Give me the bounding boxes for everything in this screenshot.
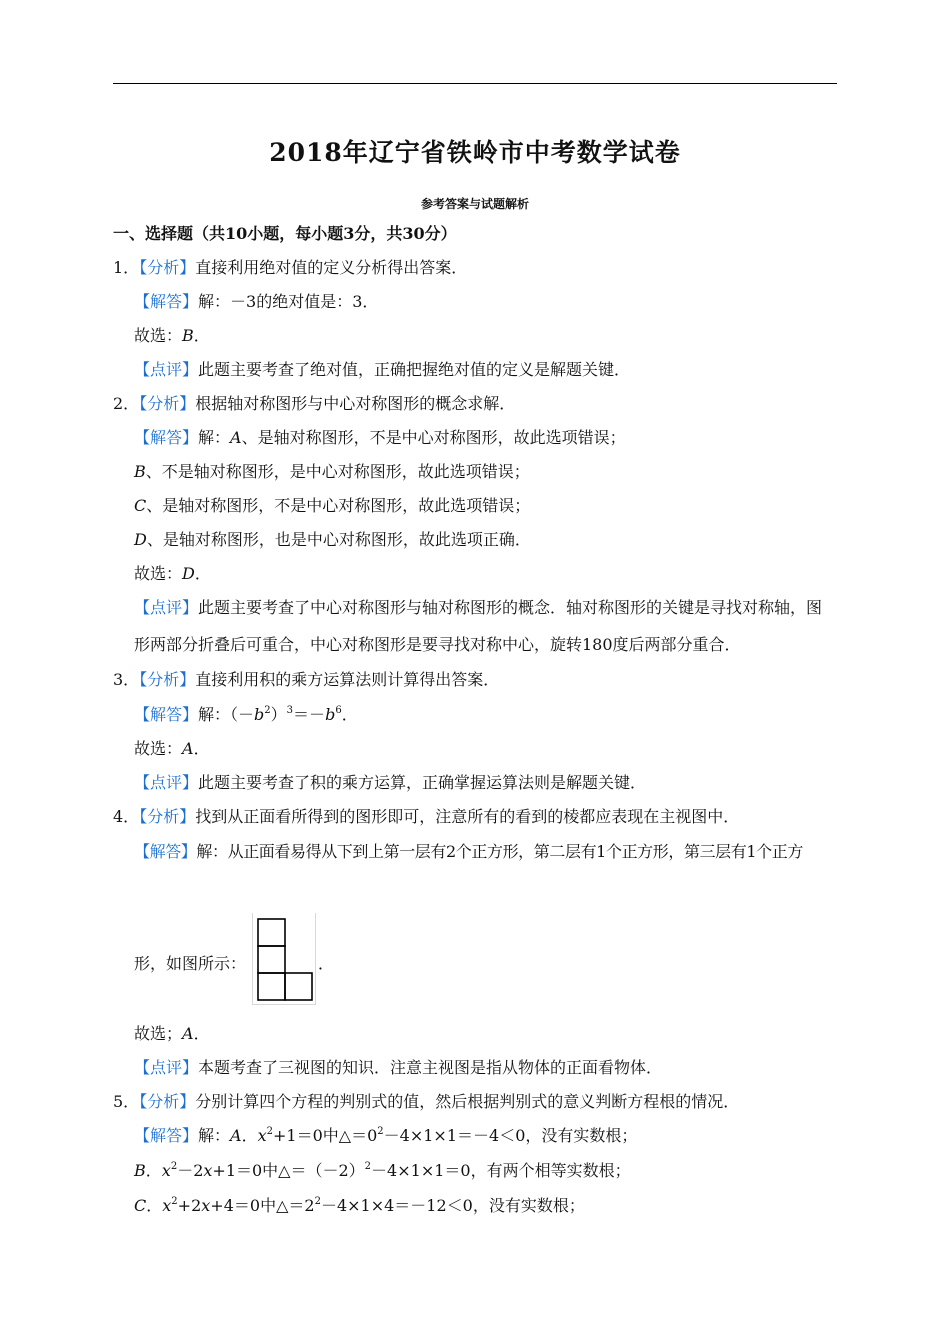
q2-choice-suffix: ． xyxy=(194,564,211,583)
q3-var-b: b xyxy=(254,705,265,724)
comment-tag: 【点评】 xyxy=(134,1058,199,1077)
q5-c-exp: 2 xyxy=(171,1196,178,1207)
q5-b-line xyxy=(134,1161,631,1181)
q1-analysis-line xyxy=(113,258,467,278)
q1-choice: B xyxy=(182,326,194,345)
q2-opt-c: 、是轴对称图形，不是中心对称图形，故此选项错误； xyxy=(146,496,531,515)
q3-comment-line xyxy=(134,773,646,793)
q5-answer-prefix: 解： xyxy=(198,1126,231,1145)
q3-choice-prefix: 故选： xyxy=(134,739,183,758)
q1-answer-line xyxy=(134,292,378,312)
q5-answer-line xyxy=(134,1126,637,1146)
q5-a-exp2: 2 xyxy=(377,1126,384,1137)
q5-b-exp: 2 xyxy=(170,1161,178,1172)
q5-b-text1: －2 xyxy=(177,1161,204,1180)
q2-comment-1: 此题主要考查了中心对称图形与轴对称图形的概念．轴对称图形的关键是寻找对称轴，图 xyxy=(198,598,823,617)
comment-tag: 【点评】 xyxy=(134,773,199,792)
comment-tag: 【点评】 xyxy=(134,598,199,617)
q3-choice: A xyxy=(182,739,194,758)
q3-comment: 此题主要考查了积的乘方运算，正确掌握运算法则是解题关键． xyxy=(198,773,647,792)
q5-c-text2: +4＝0中△＝2 xyxy=(210,1196,315,1215)
q2-opt-d: 、是轴对称图形，也是中心对称图形，故此选项正确． xyxy=(146,530,531,549)
figure-square-top xyxy=(258,919,285,946)
q2-analysis: 根据轴对称图形与中心对称图形的概念求解． xyxy=(195,394,516,413)
q1-choice-prefix: 故选： xyxy=(134,326,183,345)
q5-c-line xyxy=(134,1196,585,1216)
q2-opt-c-line xyxy=(134,496,530,516)
q3-analysis-line xyxy=(113,670,499,690)
analysis-tag: 【分析】 xyxy=(139,807,196,826)
q3-var-b2: b xyxy=(325,705,336,724)
q2-opt-b-letter: B xyxy=(134,462,146,481)
q4-analysis-line xyxy=(113,807,739,827)
q1-answer: 解：－3的绝对值是：3． xyxy=(198,292,379,311)
q5-a-x: x xyxy=(257,1126,267,1145)
q5-c-x2: x xyxy=(201,1196,211,1215)
q1-number: 1． xyxy=(113,258,140,277)
q5-b-dot: ． xyxy=(145,1161,162,1180)
q5-b-letter: B xyxy=(134,1161,146,1180)
q5-c-text1: +2 xyxy=(177,1196,202,1215)
q5-number: 5． xyxy=(113,1092,140,1111)
q2-opt-a-letter: A xyxy=(230,428,242,447)
q5-b-text3: －4×1×1＝0，有两个相等实数根； xyxy=(371,1161,631,1180)
q5-b-text2: +1＝0中△＝（－2） xyxy=(212,1161,365,1180)
q4-analysis: 找到从正面看所得到的图形即可，注意所有的看到的棱都应表现在主视图中． xyxy=(195,807,740,826)
figure-square-bottom-left xyxy=(258,973,285,1000)
q2-opt-b: 、不是轴对称图形，是中心对称图形，故此选项错误； xyxy=(145,462,530,481)
q2-choice-line xyxy=(134,564,211,584)
analysis-tag: 【分析】 xyxy=(139,670,196,689)
q5-analysis-line xyxy=(113,1092,739,1112)
q1-analysis: 直接利用绝对值的定义分析得出答案． xyxy=(195,258,468,277)
q3-exp-3: 3 xyxy=(286,705,294,716)
page-title: 2018年辽宁省铁岭市中考数学试卷 xyxy=(269,138,681,167)
q2-opt-b-line xyxy=(134,462,530,482)
q2-analysis-line xyxy=(113,394,515,414)
header-rule xyxy=(113,83,837,84)
q4-choice-prefix: 故选； xyxy=(134,1024,183,1043)
figure-square-middle xyxy=(258,946,285,973)
q4-choice-line xyxy=(134,1024,210,1044)
q4-figure-end: ． xyxy=(318,954,335,973)
q4-answer-line xyxy=(134,842,803,862)
q4-choice-suffix: ． xyxy=(193,1024,210,1043)
q4-choice: A xyxy=(182,1024,194,1043)
q3-exp-2: 2 xyxy=(264,705,271,716)
q2-choice-prefix: 故选： xyxy=(134,564,183,583)
analysis-tag: 【分析】 xyxy=(139,394,196,413)
q5-b-x: x xyxy=(161,1161,171,1180)
q2-answer-line xyxy=(134,428,626,448)
q4-comment: 本题考查了三视图的知识．注意主视图是指从物体的正面看物体． xyxy=(198,1058,663,1077)
q2-opt-d-line xyxy=(134,530,531,550)
q4-comment-line xyxy=(134,1058,662,1078)
comment-tag: 【点评】 xyxy=(134,360,199,379)
q5-c-dot: ． xyxy=(146,1196,163,1215)
front-view-svg xyxy=(252,913,316,1005)
q3-answer-prefix: 解：（－ xyxy=(198,705,255,724)
q3-analysis: 直接利用积的乘方运算法则计算得出答案． xyxy=(195,670,500,689)
q5-c-text3: －4×1×4＝－12＜0，没有实数根； xyxy=(320,1196,585,1215)
q5-a-exp: 2 xyxy=(266,1126,274,1137)
q5-b-exp2: 2 xyxy=(364,1161,372,1172)
answer-tag: 【解答】 xyxy=(134,842,197,861)
figure-square-bottom-right xyxy=(285,973,312,1000)
q5-a-dot: ． xyxy=(241,1126,258,1145)
q1-comment-line xyxy=(134,360,630,380)
q4-number: 4． xyxy=(113,807,140,826)
q2-choice: D xyxy=(182,564,195,583)
q4-answer: 解：从正面看易得从下到上第一层有2个正方形，第二层有1个正方形，第三层有1个正方 xyxy=(196,842,803,861)
q2-opt-d-letter: D xyxy=(134,530,147,549)
q3-end: ． xyxy=(341,705,358,724)
answer-tag: 【解答】 xyxy=(134,1126,199,1145)
q5-c-letter: C xyxy=(134,1196,147,1215)
q2-number: 2． xyxy=(113,394,140,413)
q3-exp-6: 6 xyxy=(335,705,342,716)
q5-a-letter: A xyxy=(230,1126,242,1145)
section-heading: 一、选择题（共10小题，每小题3分，共30分） xyxy=(113,224,457,243)
q1-choice-suffix: ． xyxy=(193,326,210,345)
q2-answer-prefix: 解： xyxy=(198,428,231,447)
front-view-figure xyxy=(252,913,316,1005)
q2-opt-a: 、是轴对称图形，不是中心对称图形，故此选项错误； xyxy=(241,428,626,447)
q3-answer-line xyxy=(134,705,358,725)
q1-comment: 此题主要考查了绝对值，正确把握绝对值的定义是解题关键． xyxy=(198,360,631,379)
q5-b-x2: x xyxy=(203,1161,213,1180)
q2-opt-c-letter: C xyxy=(134,496,147,515)
analysis-tag: 【分析】 xyxy=(139,1092,196,1111)
q4-answer-cont: 形，如图所示： xyxy=(134,954,247,973)
answer-tag: 【解答】 xyxy=(134,428,199,447)
q3-number: 3． xyxy=(113,670,140,689)
q5-a-text1: +1＝0中△＝0 xyxy=(273,1126,378,1145)
answer-tag: 【解答】 xyxy=(134,292,199,311)
analysis-tag: 【分析】 xyxy=(139,258,196,277)
q1-choice-line xyxy=(134,326,210,346)
answer-tag: 【解答】 xyxy=(134,705,199,724)
q5-analysis: 分别计算四个方程的判别式的值，然后根据判别式的意义判断方程根的情况． xyxy=(195,1092,740,1111)
q2-comment-line xyxy=(134,598,822,618)
q5-c-exp2: 2 xyxy=(314,1196,321,1207)
q3-eq: ＝－ xyxy=(293,705,326,724)
q2-comment-line-2: 形两部分折叠后可重合，中心对称图形是要寻找对称中心，旋转180度后两部分重合． xyxy=(134,635,741,654)
q3-choice-suffix: ． xyxy=(193,739,210,758)
q3-choice-line xyxy=(134,739,210,759)
page-subtitle: 参考答案与试题解析 xyxy=(420,197,529,211)
q3-mid: ） xyxy=(270,705,287,724)
q5-c-x: x xyxy=(162,1196,172,1215)
q5-a-text2: －4×1×1＝－4＜0，没有实数根； xyxy=(383,1126,638,1145)
